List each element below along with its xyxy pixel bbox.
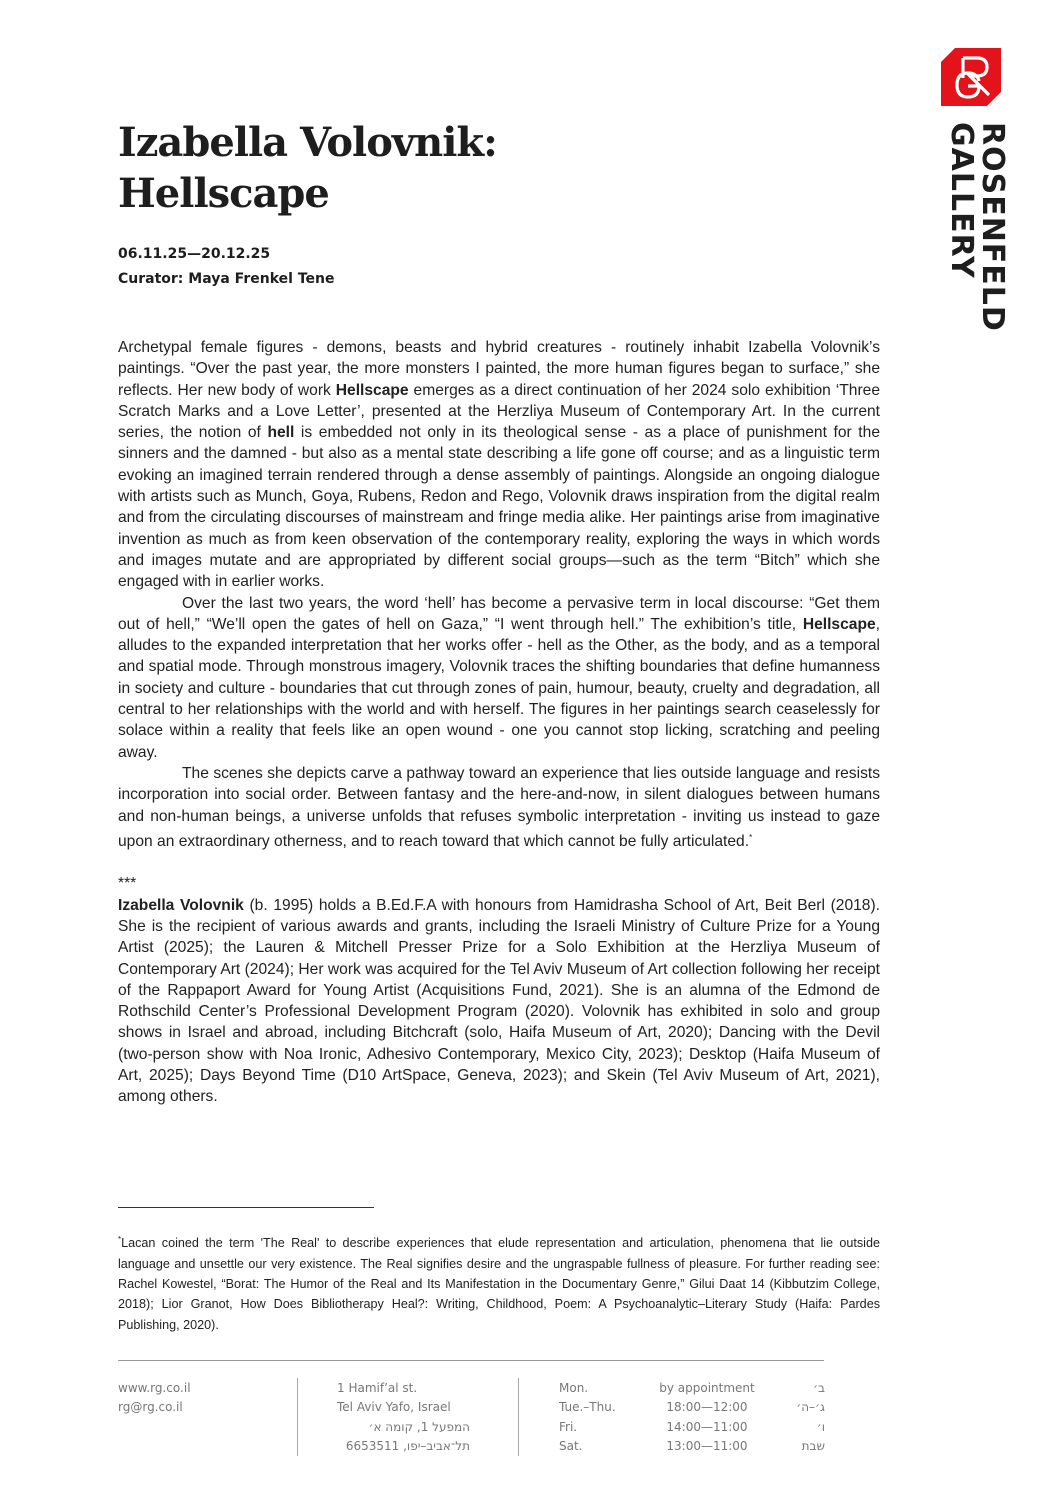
bold-term: Hellscape (335, 381, 409, 399)
footer-divider (118, 1360, 824, 1361)
footnote-reference[interactable]: * (749, 832, 753, 842)
text-run: is embedded not only in its theological sense - as a place of punishment for the sinners and the damned - but also as a mental state describing a life gone off course; and as a linguistic term evoking an imagined terrain rendered through a dense assembly of paintings. Alongside an ongoing dialogue with artists such as Munch, Goya, Rubens, Redon and Rego, Volovnik draws inspiration from the digital realm and from the circulating discourses of mainstream and fringe media alike. Her paintings arise from imaginative invention as much as from keen observation of the contemporary reality, exploring the ways in which words and images mutate and are appropriated by different social groups—such as the term “Bitch” which she engaged with in earlier works. (118, 424, 880, 591)
wordmark-line-2: GALLERY (944, 122, 979, 279)
text-run: , alludes to the expanded interpretation that her works offer - hell as the Other, as the body, and as a temporal and spatial mode. Through monstrous imagery, Volovnik traces the shifting boundaries that define humanness in society and culture - boundaries that cut through zones of pain, humour, beauty, cruelty and degradation, all central to her relationships with the world and with herself. The figures in her paintings search ceaselessly for solace within a reality that feels like an open wound - one you cannot stop licking, scratching and peeling away. (118, 615, 880, 761)
text-run: (b. 1995) holds a B.Ed.F.A with honours from Hamidrasha School of Art, Beit Berl (2018). She is the recipient of various awards and grants, including the Israeli Ministry of Culture Prize for a Young Artist (2025); the Lauren & Mitchell Presser Prize for a Solo Exhibition at the Herzliya Museum of Contemporary Art (2024); Her work was acquired for the Tel Aviv Museum of Art collection following her receipt of the Rappaport Award for Young Artist (Acquisitions Fund, 2021). She is an alumna of the Edmond de Rothschild Center’s Professional Development Program (2020). Volovnik has exhibited in solo and group shows in Israel and abroad, including Bitchcraft (solo, Haifa Museum of Art, 2020); Dancing with the Devil (two-person show with Noa Ironic, Adhesivo Contemporary, Mexico City, 2023); Desktop (Haifa Museum of Art, 2025); Days Beyond Time (D10 ArtSpace, Geneva, 2023); and Skein (Tel Aviv Museum of Art, 2021), among others. (118, 896, 880, 1106)
exhibition-dates: 06.11.25—20.12.25 (118, 246, 271, 262)
bold-term: Hellscape (802, 615, 876, 633)
footer-column-divider (297, 1378, 298, 1456)
email-link[interactable]: rg@rg.co.il (118, 1400, 183, 1415)
address-column (337, 1379, 507, 1456)
hours-row (559, 1379, 825, 1398)
hours-day: Sat. (559, 1438, 583, 1453)
footer-column-divider (518, 1378, 519, 1456)
hours-day-hebrew: ב׳ (813, 1381, 825, 1395)
paragraph-3 (118, 763, 880, 852)
hours-row (559, 1418, 825, 1437)
text-run: emerges as a direct continuation of her 2024 solo exhibition ‘Three Scratch Marks and a Love Letter’, presented at the Herzliya Museum of Contemporary Art. In the current series, the notion of (118, 381, 880, 442)
hours-row (559, 1437, 825, 1456)
hours-time: by appointment (659, 1381, 755, 1395)
hours-day-hebrew: ו׳ (816, 1419, 825, 1434)
contact-column (118, 1379, 191, 1418)
artist-name: Izabella Volovnik (118, 896, 244, 914)
exhibition-meta (118, 242, 334, 292)
hours-row (559, 1398, 825, 1417)
title-line-2: Hellscape (118, 170, 329, 217)
hours-day: Mon. (559, 1381, 589, 1395)
website-link[interactable]: www.rg.co.il (118, 1381, 191, 1395)
footnote-mark: * (118, 1235, 122, 1244)
hours-time: 13:00—11:00 (666, 1438, 748, 1453)
wordmark-line-1: ROSENFELD (975, 122, 1010, 332)
title-line-1: Izabella Volovnik: (118, 119, 497, 166)
hours-day: Fri. (559, 1419, 578, 1434)
paragraph-2 (118, 593, 880, 763)
footnote (118, 1230, 880, 1335)
text-run: Over the last two years, the word ‘hell’ has become a pervasive term in local discourse: “Get them out of hell,” “We’ll open the gates of hell on Gaza,” “I went through hell.” The exhibition’s title, (118, 594, 880, 633)
hours-time: 14:00—11:00 (666, 1419, 748, 1434)
exhibition-text (118, 337, 880, 1108)
rg-monogram-logo-icon (941, 48, 1001, 106)
artist-bio (118, 895, 880, 1108)
address-line-1: 1 Hamif’al st. (337, 1381, 418, 1395)
footnote-divider (118, 1207, 374, 1208)
opening-hours (559, 1379, 825, 1456)
text-run: Archetypal female figures - demons, beasts and hybrid creatures - routinely inhabit Izabella Volovnik’s paintings. “Over the past year, the more monsters I painted, the more human figures began to surface,” she reflects. Her new body of work (118, 339, 880, 399)
footnote-text: Lacan coined the term 'The Real' to describe experiences that elude representation and articulation, phenomena that lie outside language and unsettle our very existence. The Real signifies desire and the ungraspable fullness of pleasure. For further reading see: Rachel Kowestel, “Borat: The Humor of the Real and Its Manifestation in the Documentary Genre,” Gilui Daat 14 (Kibbutzim College, 2018); Lior Granot, How Does Bibliotherapy Heal?: Writing, Childhood, Poem: A Psychoanalytic–Literary Study (Haifa: Pardes Publishing, 2020). (118, 1236, 880, 1332)
address-line-2: Tel Aviv Yafo, Israel (337, 1400, 451, 1415)
hours-time: 18:00—12:00 (666, 1400, 748, 1415)
address-line-3-hebrew: המפעל 1, קומה א׳ (368, 1419, 470, 1434)
bold-term: hell (267, 424, 295, 442)
section-separator: *** (118, 875, 137, 893)
gallery-wordmark (938, 122, 1008, 332)
hours-day-hebrew: ג׳–ה׳ (796, 1400, 825, 1415)
hours-day-hebrew: שבת (801, 1438, 825, 1453)
paragraph-1 (118, 337, 880, 593)
hours-day: Tue.–Thu. (559, 1400, 616, 1415)
curator-credit: Curator: Maya Frenkel Tene (118, 271, 335, 287)
text-run: The scenes she depicts carve a pathway toward an experience that lies outside language and resists incorporation into social order. Between fantasy and the here-and-now, in silent dialogues between humans and non‑human beings, a universe unfolds that refuses symbolic interpretation - inviting us instead to gaze upon an extraordinary otherness, and to reach toward that which cannot be fully articulated. (118, 764, 880, 851)
address-line-4-hebrew: תל־אביב–יפו, 6653511 (345, 1438, 470, 1453)
page-title (118, 117, 497, 219)
